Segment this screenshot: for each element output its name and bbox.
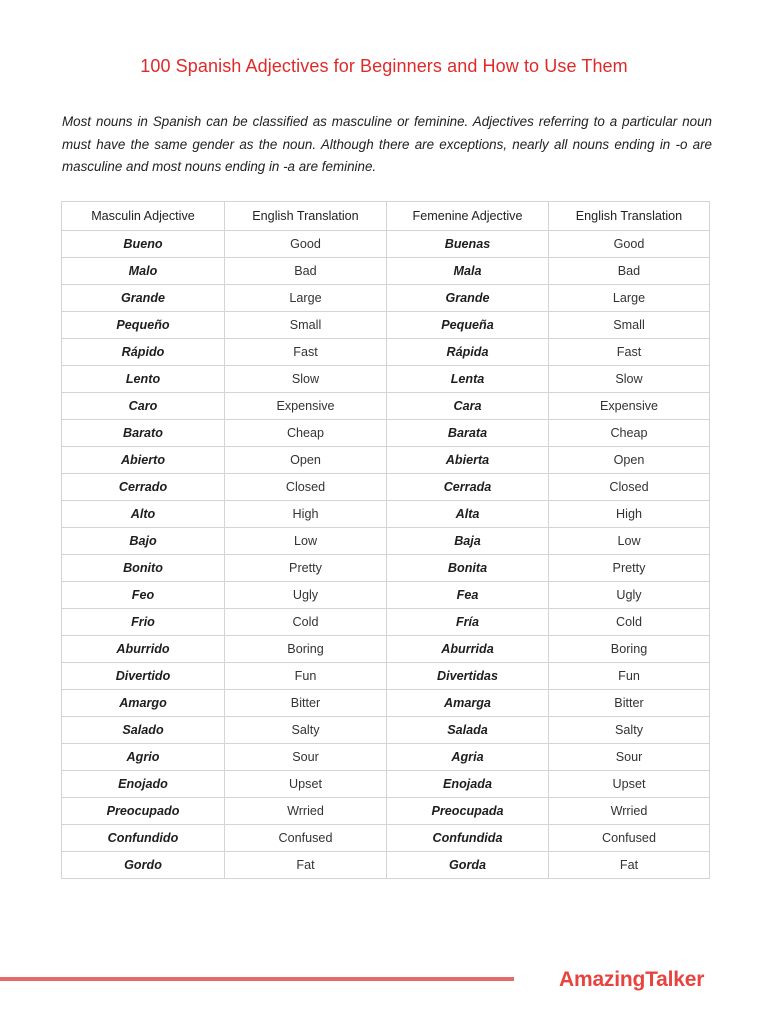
table-row — [62, 825, 710, 852]
feminine-adjective-cell: Rápida — [387, 339, 549, 366]
feminine-adjective-cell: Salada — [387, 717, 549, 744]
table-row — [62, 366, 710, 393]
feminine-adjective-cell: Baja — [387, 528, 549, 555]
english-translation-cell: Expensive — [549, 393, 710, 420]
masculine-adjective-cell: Agrio — [62, 744, 225, 771]
english-translation-cell: High — [549, 501, 710, 528]
feminine-adjective-cell: Fea — [387, 582, 549, 609]
english-translation-cell: Fast — [225, 339, 387, 366]
masculine-adjective-cell: Malo — [62, 258, 225, 285]
feminine-adjective-cell: Lenta — [387, 366, 549, 393]
english-translation-cell: Large — [549, 285, 710, 312]
table-row — [62, 852, 710, 879]
adjectives-table — [61, 201, 710, 879]
feminine-adjective-cell: Grande — [387, 285, 549, 312]
table-row — [62, 771, 710, 798]
english-translation-cell: Slow — [225, 366, 387, 393]
masculine-adjective-cell: Salado — [62, 717, 225, 744]
english-translation-cell: Small — [549, 312, 710, 339]
feminine-adjective-cell: Abierta — [387, 447, 549, 474]
feminine-adjective-cell: Divertidas — [387, 663, 549, 690]
table-row — [62, 636, 710, 663]
table-row — [62, 420, 710, 447]
english-translation-cell: Good — [549, 231, 710, 258]
table-row — [62, 582, 710, 609]
english-translation-cell: Salty — [549, 717, 710, 744]
english-translation-cell: Boring — [549, 636, 710, 663]
masculine-adjective-cell: Enojado — [62, 771, 225, 798]
english-translation-cell: Small — [225, 312, 387, 339]
feminine-adjective-cell: Amarga — [387, 690, 549, 717]
page-title: 100 Spanish Adjectives for Beginners and How to Use Them — [140, 56, 628, 76]
table-body — [62, 231, 710, 879]
table-row — [62, 798, 710, 825]
english-translation-cell: Slow — [549, 366, 710, 393]
feminine-adjective-cell: Preocupada — [387, 798, 549, 825]
masculine-adjective-cell: Aburrido — [62, 636, 225, 663]
english-translation-cell: Fat — [549, 852, 710, 879]
masculine-adjective-cell: Cerrado — [62, 474, 225, 501]
table-row — [62, 258, 710, 285]
table-row — [62, 501, 710, 528]
table-row — [62, 663, 710, 690]
english-translation-cell: Open — [225, 447, 387, 474]
english-translation-cell: Ugly — [549, 582, 710, 609]
table-row — [62, 393, 710, 420]
masculine-adjective-cell: Caro — [62, 393, 225, 420]
table-row — [62, 555, 710, 582]
masculine-adjective-cell: Preocupado — [62, 798, 225, 825]
english-translation-cell: Wrried — [225, 798, 387, 825]
english-translation-cell: Good — [225, 231, 387, 258]
english-translation-cell: Cheap — [549, 420, 710, 447]
table-row — [62, 231, 710, 258]
feminine-adjective-cell: Buenas — [387, 231, 549, 258]
table-row — [62, 528, 710, 555]
english-translation-cell: Fat — [225, 852, 387, 879]
english-translation-cell: Pretty — [549, 555, 710, 582]
english-translation-cell: Expensive — [225, 393, 387, 420]
english-translation-cell: Fun — [225, 663, 387, 690]
intro-paragraph: Most nouns in Spanish can be classified as masculine or feminine. Adjectives referring to a particular noun must have the same gender as the noun. Although there are exceptions, nearly all nouns ending in -o are masculine and most nouns ending in -a are feminine. — [62, 114, 712, 174]
masculine-adjective-cell: Rápido — [62, 339, 225, 366]
feminine-adjective-cell: Enojada — [387, 771, 549, 798]
header-english-translation-fem: English Translation — [549, 202, 710, 231]
brand-logo: AmazingTalker — [559, 968, 705, 991]
english-translation-cell: Sour — [225, 744, 387, 771]
feminine-adjective-cell: Cerrada — [387, 474, 549, 501]
masculine-adjective-cell: Feo — [62, 582, 225, 609]
table-header-row — [62, 202, 710, 231]
english-translation-cell: Upset — [225, 771, 387, 798]
masculine-adjective-cell: Frio — [62, 609, 225, 636]
feminine-adjective-cell: Alta — [387, 501, 549, 528]
feminine-adjective-cell: Aburrida — [387, 636, 549, 663]
masculine-adjective-cell: Grande — [62, 285, 225, 312]
table-row — [62, 690, 710, 717]
english-translation-cell: Upset — [549, 771, 710, 798]
table-row — [62, 717, 710, 744]
feminine-adjective-cell: Mala — [387, 258, 549, 285]
masculine-adjective-cell: Alto — [62, 501, 225, 528]
feminine-adjective-cell: Agria — [387, 744, 549, 771]
masculine-adjective-cell: Pequeño — [62, 312, 225, 339]
table-row — [62, 447, 710, 474]
english-translation-cell: Low — [549, 528, 710, 555]
english-translation-cell: Cold — [225, 609, 387, 636]
table-row — [62, 339, 710, 366]
masculine-adjective-cell: Gordo — [62, 852, 225, 879]
table-row — [62, 474, 710, 501]
header-english-translation-masc: English Translation — [225, 202, 387, 231]
english-translation-cell: Salty — [225, 717, 387, 744]
english-translation-cell: Fun — [549, 663, 710, 690]
english-translation-cell: Fast — [549, 339, 710, 366]
masculine-adjective-cell: Barato — [62, 420, 225, 447]
english-translation-cell: Sour — [549, 744, 710, 771]
feminine-adjective-cell: Pequeña — [387, 312, 549, 339]
masculine-adjective-cell: Bueno — [62, 231, 225, 258]
feminine-adjective-cell: Barata — [387, 420, 549, 447]
table-row — [62, 285, 710, 312]
footer-divider — [0, 977, 514, 981]
table-row — [62, 744, 710, 771]
table-row — [62, 609, 710, 636]
masculine-adjective-cell: Amargo — [62, 690, 225, 717]
english-translation-cell: Large — [225, 285, 387, 312]
table-row — [62, 312, 710, 339]
english-translation-cell: Bitter — [225, 690, 387, 717]
english-translation-cell: Wrried — [549, 798, 710, 825]
english-translation-cell: Closed — [225, 474, 387, 501]
masculine-adjective-cell: Divertido — [62, 663, 225, 690]
english-translation-cell: Cheap — [225, 420, 387, 447]
feminine-adjective-cell: Bonita — [387, 555, 549, 582]
english-translation-cell: Boring — [225, 636, 387, 663]
english-translation-cell: Bitter — [549, 690, 710, 717]
feminine-adjective-cell: Fría — [387, 609, 549, 636]
header-masculine-adjective: Masculin Adjective — [62, 202, 225, 231]
masculine-adjective-cell: Abierto — [62, 447, 225, 474]
english-translation-cell: Cold — [549, 609, 710, 636]
english-translation-cell: Open — [549, 447, 710, 474]
english-translation-cell: Low — [225, 528, 387, 555]
feminine-adjective-cell: Cara — [387, 393, 549, 420]
feminine-adjective-cell: Confundida — [387, 825, 549, 852]
english-translation-cell: Bad — [549, 258, 710, 285]
english-translation-cell: High — [225, 501, 387, 528]
masculine-adjective-cell: Confundido — [62, 825, 225, 852]
header-feminine-adjective: Femenine Adjective — [387, 202, 549, 231]
english-translation-cell: Confused — [549, 825, 710, 852]
english-translation-cell: Pretty — [225, 555, 387, 582]
masculine-adjective-cell: Lento — [62, 366, 225, 393]
masculine-adjective-cell: Bonito — [62, 555, 225, 582]
english-translation-cell: Ugly — [225, 582, 387, 609]
english-translation-cell: Confused — [225, 825, 387, 852]
english-translation-cell: Bad — [225, 258, 387, 285]
masculine-adjective-cell: Bajo — [62, 528, 225, 555]
feminine-adjective-cell: Gorda — [387, 852, 549, 879]
english-translation-cell: Closed — [549, 474, 710, 501]
